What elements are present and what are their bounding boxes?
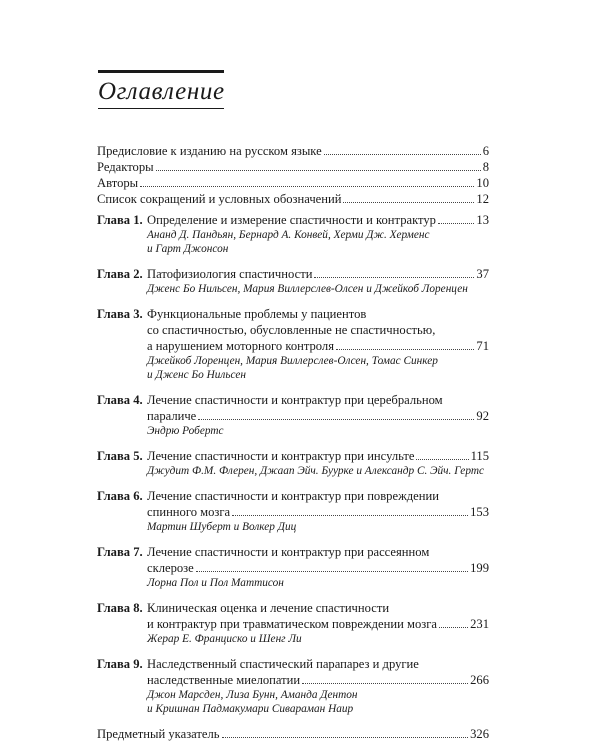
chapter-title: спинного мозга [147,505,231,519]
chapter-body [147,600,489,646]
chapter-number: Глава 2. [97,267,143,281]
chapter-title: Функциональные проблемы у пациентов [147,307,367,321]
toc-chapter-4[interactable] [97,392,489,438]
chapter-number: Глава 7. [97,545,143,559]
chapter-body [147,448,489,478]
chapter-title: Лечение спастичности и контрактур при инсульте [147,449,415,463]
toc-entry-page: 12 [476,192,489,206]
chapter-title-line [147,504,489,520]
dot-leader [198,419,474,420]
chapter-title-line [147,322,489,338]
dot-leader [416,459,468,460]
dot-leader [343,202,474,203]
toc-entry-abbreviations[interactable] [97,191,489,207]
toc-chapter-3[interactable] [97,306,489,382]
chapter-title: Наследственный спастический парапарез и другие [147,657,419,671]
chapter-title: и контрактур при травматическом повреждении мозга [147,617,437,631]
chapter-page: 71 [476,339,489,353]
toc-entry-editors[interactable] [97,159,489,175]
chapter-body [147,656,489,716]
toc-entry-page: 326 [470,727,489,741]
chapter-page: 92 [476,409,489,423]
dot-leader [196,571,468,572]
chapter-authors: Джейкоб Лоренцен, Мария Виллерслев-Олсен, Томас Синкер [147,355,438,367]
chapter-number: Глава 6. [97,489,143,503]
chapter-number: Глава 1. [97,213,143,227]
chapter-title: параличе [147,409,197,423]
toc-entry-label: Авторы [97,176,139,190]
toc-chapter-2[interactable] [97,266,489,296]
chapter-authors: Лорна Пол и Пол Маттисон [147,577,284,589]
chapter-page: 266 [470,673,489,687]
chapter-title: наследственные миелопатии [147,673,301,687]
chapter-authors: и Дженс Бо Нильсен [147,369,246,381]
chapter-body [147,266,489,296]
table-of-contents [97,143,489,743]
chapter-title-line [147,306,489,322]
toc-entry-index[interactable] [97,726,489,743]
chapter-title: Лечение спастичности и контрактур при церебральном [147,393,443,407]
chapter-page: 115 [470,449,489,463]
chapter-title-line [147,448,489,464]
toc-entry-preface[interactable] [97,143,489,159]
chapter-authors: Дженс Бо Нильсен, Мария Виллерслев-Олсен и Джейкоб Лоренцен [147,283,468,295]
chapter-authors: и Кришнан Падмакумари Сивараман Наир [147,703,354,715]
chapter-title-line [147,672,489,688]
chapter-page: 37 [476,267,489,281]
toc-chapter-8[interactable] [97,600,489,646]
chapter-title: Лечение спастичности и контрактур при повреждении [147,489,439,503]
dot-leader [140,186,474,187]
chapter-title: склерозе [147,561,194,575]
toc-entry-page: 8 [482,160,489,174]
chapter-number: Глава 3. [97,307,143,321]
toc-entry-authors[interactable] [97,175,489,191]
chapter-title: Клиническая оценка и лечение спастичности [147,601,390,615]
chapter-number: Глава 8. [97,601,143,615]
chapter-authors: и Гарт Джонсон [147,243,229,255]
title-rule [98,70,224,73]
chapter-page: 231 [470,617,489,631]
chapter-page: 199 [470,561,489,575]
chapter-number: Глава 4. [97,393,143,407]
chapter-title: Лечение спастичности и контрактур при рассеянном [147,545,430,559]
toc-chapter-1[interactable] [97,212,489,256]
toc-chapter-6[interactable] [97,488,489,534]
chapter-authors: Джон Марсден, Лиза Бунн, Аманда Дентон [147,689,358,701]
chapter-body [147,488,489,534]
chapter-number: Глава 9. [97,657,143,671]
chapter-body [147,544,489,590]
dot-leader [302,683,468,684]
chapter-title: Патофизиология спастичности [147,267,313,281]
dot-leader [314,277,474,278]
dot-leader [439,627,468,628]
page-title: Оглавление [98,78,225,105]
chapter-page: 13 [476,213,489,227]
toc-entry-label: Редакторы [97,160,154,174]
toc-chapter-7[interactable] [97,544,489,590]
dot-leader [232,515,468,516]
toc-entry-page: 10 [476,176,489,190]
chapter-title-line [147,544,489,560]
chapter-authors: Джудит Ф.М. Флерен, Джаап Эйч. Буурке и Александр С. Эйч. Гертс [147,465,484,477]
chapter-body [147,306,489,382]
chapter-title-line [147,616,489,632]
chapter-number: Глава 5. [97,449,143,463]
chapter-authors: Мартин Шуберт и Волкер Диц [147,521,297,533]
chapter-title: Определение и измерение спастичности и контрактур [147,213,436,227]
dot-leader [324,154,481,155]
dot-leader [438,223,474,224]
chapter-authors: Ананд Д. Пандьян, Бернард А. Конвей, Херми Дж. Херменс [147,229,430,241]
chapter-page: 153 [470,505,489,519]
chapter-title-line [147,212,489,228]
chapter-title-line [147,488,489,504]
chapter-title-line [147,408,489,424]
chapter-title-line [147,600,489,616]
dot-leader [336,349,474,350]
chapter-title-line [147,392,489,408]
chapter-title-line [147,266,489,282]
front-matter [97,143,489,207]
chapter-body [147,212,489,256]
toc-entry-label: Список сокращений и условных обозначений [97,192,342,206]
chapter-title: а нарушением моторного контроля [147,339,335,353]
dot-leader [156,170,481,171]
chapter-body [147,392,489,438]
toc-entry-page: 6 [482,144,489,158]
chapter-title-line [147,338,489,354]
toc-entry-label: Предметный указатель [97,727,220,741]
chapter-title: со спастичностью, обусловленные не спастичностью, [147,323,436,337]
toc-entry-label: Предисловие к изданию на русском языке [97,144,322,158]
chapter-title-line [147,656,489,672]
title-underline [98,108,224,109]
toc-chapter-5[interactable] [97,448,489,478]
chapter-authors: Жерар Е. Франциско и Шенг Ли [147,633,302,645]
chapter-title-line [147,560,489,576]
chapter-authors: Эндрю Робертс [147,425,224,437]
toc-chapter-9[interactable] [97,656,489,716]
dot-leader [222,737,469,738]
